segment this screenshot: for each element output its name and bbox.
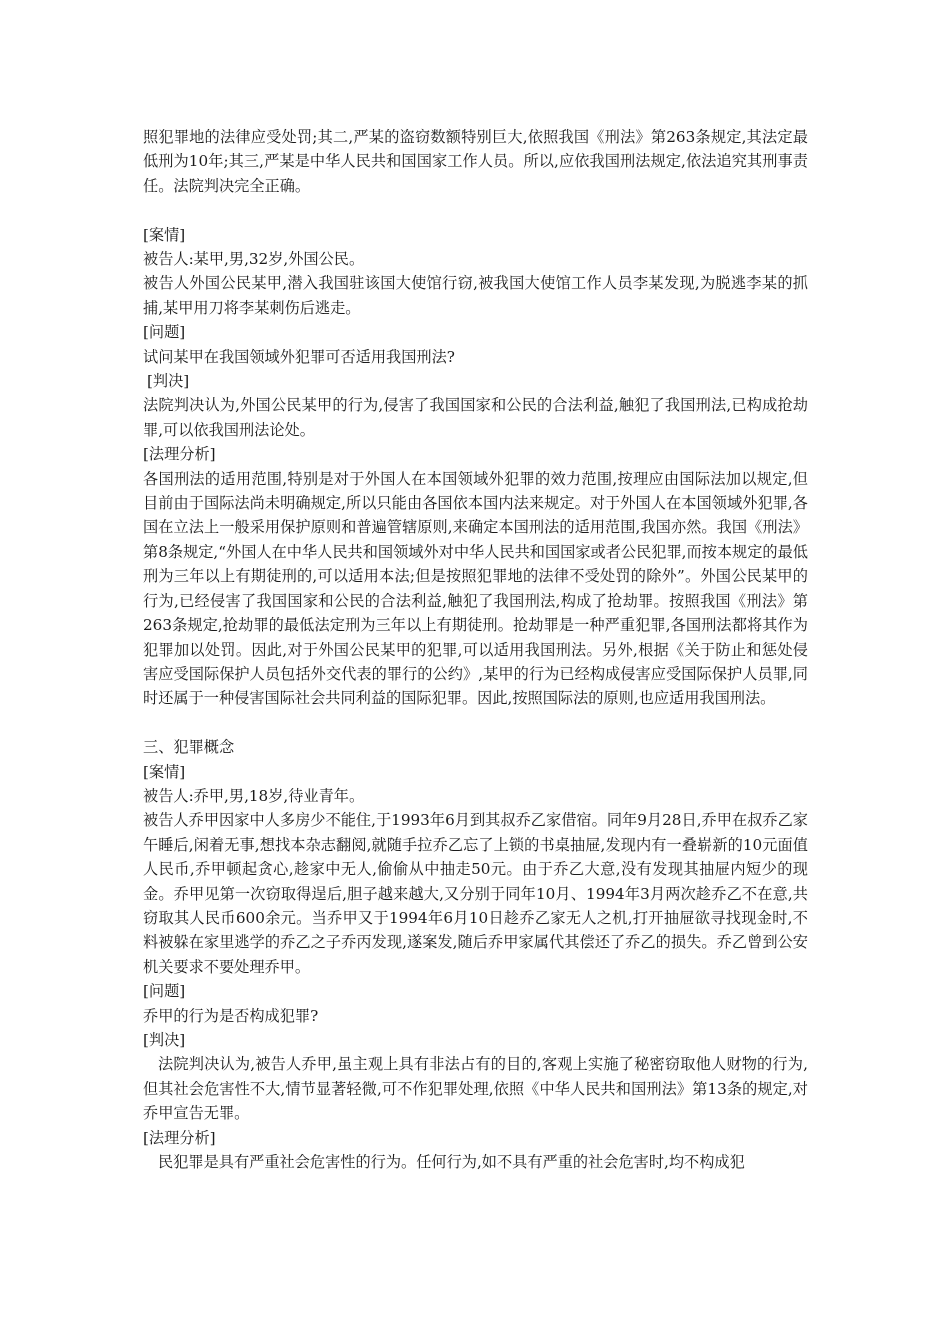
intro-continuation-paragraph: 照犯罪地的法律应受处罚;其二,严某的盗窃数额特别巨大,依照我国《刑法》第263条规定,其法定最低刑为10年;其三,严某是中华人民共和国国家工作人员。所以,应依我国刑法规定,依法追究其刑事责任。法院判决完全正确。 — [143, 128, 808, 195]
case-facts-paragraph: 被告人外国公民某甲,潜入我国驻该国大使馆行窃,被我国大使馆工作人员李某发现,为脱逃李某的抓捕,某甲用刀将李某刺伤后逃走。 — [143, 274, 808, 317]
analysis-label: [法理分析] — [143, 1128, 216, 1147]
case-facts-paragraph: 被告人乔甲因家中人多房少不能住,于1993年6月到其叔乔乙家借宿。同年9月28日,乔甲在叔乔乙家午睡后,闲着无事,想找本杂志翻阅,就随手拉乔乙忘了上锁的书桌抽屉,发现内有一叠崭新的10元面值人民币,乔甲顿起贪心,趁家中无人,偷偷从中抽走50元。由于乔乙大意,没有发现其抽屉内短少的现金。乔甲见第一次窃取得逞后,胆子越来越大,又分别于同年10月、1994年3月两次趁乔乙不在意,共窃取其人民币600余元。当乔甲又于1994年6月10日趁乔乙家无人之机,打开抽屉欲寻找现金时,不料被躲在家里逃学的乔乙之子乔丙发现,遂案发,随后乔甲家属代其偿还了乔乙的损失。乔乙曾到公安机关要求不要处理乔甲。 — [143, 811, 808, 976]
judgment-paragraph: 法院判决认为,被告人乔甲,虽主观上具有非法占有的目的,客观上实施了秘密窃取他人财物的行为,但其社会危害性不大,情节显著轻微,可不作犯罪处理,依照《中华人民共和国刑法》第13条的规定,对乔甲宣告无罪。 — [143, 1055, 808, 1123]
judgment-label: [判决] — [143, 1031, 186, 1049]
defendant-line: 被告人:乔甲,男,18岁,待业青年。 — [143, 786, 365, 805]
judgment-paragraph: 法院判决认为,外国公民某甲的行为,侵害了我国国家和公民的合法利益,触犯了我国刑法,已构成抢劫罪,可以依我国刑法论处。 — [143, 396, 808, 439]
question-label: [问题] — [143, 982, 186, 1001]
paragraph-spacer — [143, 711, 808, 735]
analysis-paragraph: 各国刑法的适用范围,特别是对于外国人在本国领域外犯罪的效力范围,按理应由国际法加以规定,但目前由于国际法尚未明确规定,所以只能由各国依本国内法来规定。对于外国人在本国领域外犯罪,各国在立法上一般采用保护原则和普遍管辖原则,来确定本国刑法的适用范围,我国亦然。我国《刑法》第8条规定,“外国人在中华人民共和国领域外对中华人民共和国国家或者公民犯罪,而按本规定的最低刑为三年以上有期徒刑的,可以适用本法;但是按照犯罪地的法律不受处罚的除外”。外国公民某甲的行为,已经侵害了我国国家和公民的合法利益,触犯了我国刑法,构成了抢劫罪。按照我国《刑法》第263条规定,抢劫罪的最低法定刑为三年以上有期徒刑。抢劫罪是一种严重犯罪,各国刑法都将其作为犯罪加以处罚。因此,对于外国公民某甲的犯罪,可以适用我国刑法。另外,根据《关于防止和惩处侵害应受国际保护人员包括外交代表的罪行的公约》,某甲的行为已经构成侵害应受国际保护人员罪,同时还属于一种侵害国际社会共同利益的国际犯罪。因此,按照国际法的原则,也应适用我国刑法。 — [143, 469, 808, 708]
question-text: 试问某甲在我国领域外犯罪可否适用我国刑法? — [143, 347, 455, 366]
question-text: 乔甲的行为是否构成犯罪? — [143, 1006, 319, 1025]
analysis-label: [法理分析] — [143, 445, 216, 464]
judgment-label: [判决] — [147, 372, 190, 391]
section-heading: 三、犯罪概念 — [143, 738, 235, 757]
defendant-line: 被告人:某甲,男,32岁,外国公民。 — [143, 250, 365, 269]
analysis-paragraph: 民犯罪是具有严重社会危害性的行为。任何行为,如不具有严重的社会危害时,均不构成犯 — [158, 1153, 745, 1172]
paragraph-spacer — [143, 198, 808, 222]
case-label: [案情] — [143, 762, 186, 781]
case-label: [案情] — [143, 225, 186, 244]
document-page — [143, 125, 808, 1174]
question-label: [问题] — [143, 323, 186, 342]
